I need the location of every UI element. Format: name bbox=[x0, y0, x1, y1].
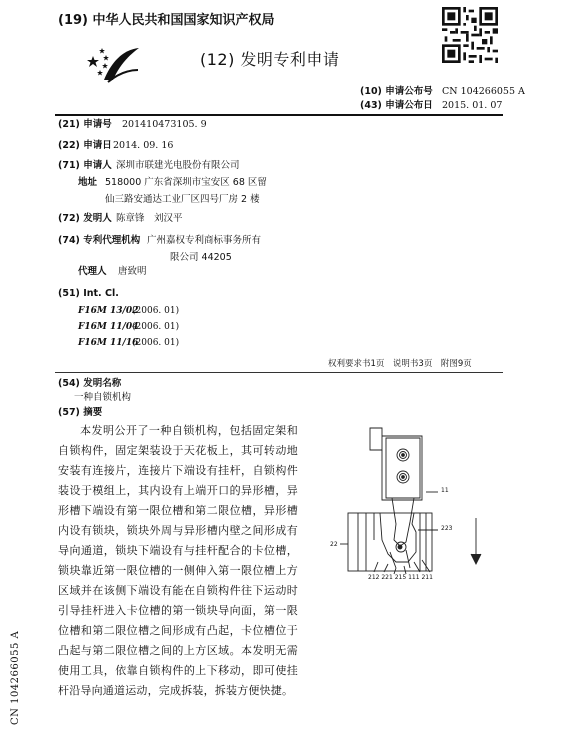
application-number: 201410473105. 9 bbox=[122, 119, 207, 130]
agency-label: (74) 专利代理机构 bbox=[58, 235, 141, 246]
intcl-label: (51) Int. Cl. bbox=[58, 288, 119, 299]
class-version: (2006. 01) bbox=[132, 322, 180, 332]
agency-line2: 限公司 44205 bbox=[170, 252, 232, 263]
document-type: (12) 发明专利申请 bbox=[200, 50, 340, 69]
agency-line1: 广州嘉权专利商标事务所有 bbox=[147, 235, 262, 246]
address-line2: 仙三路安通达工业厂区四号厂房 2 楼 bbox=[105, 194, 260, 205]
address-label: 地址 bbox=[78, 177, 98, 188]
side-publication-code: CN 104266055 A bbox=[10, 630, 21, 725]
applicant: 深圳市联建光电股份有限公司 bbox=[116, 160, 240, 171]
application-date-label: (22) 申请日 bbox=[58, 140, 112, 151]
top-rule bbox=[55, 114, 503, 116]
application-date: 2014. 09. 16 bbox=[113, 140, 174, 151]
agent-label: 代理人 bbox=[78, 266, 107, 277]
invention-title: 一种自锁机构 bbox=[74, 392, 132, 403]
class-version: (2006. 01) bbox=[132, 306, 180, 316]
publication-number-label: (10) 申请公布号 bbox=[360, 86, 433, 97]
class-code: F16M 11/16 bbox=[78, 338, 139, 348]
applicant-label: (71) 申请人 bbox=[58, 160, 112, 171]
abstract-text: 本发明公开了一种自锁机构，包括固定架和自锁构件，固定架装设于天花板上，其可转动地安装有连接片，连接片下端设有挂杆，自锁构件装设于模组上，其内设有上端开口的异形槽，异形槽下端设有第一限位槽和第二限位槽，异形槽内设有锁块，锁块外周与异形槽内壁之间形成有导向通道，锁块下端设有与挂杆配合的卡位槽，锁块靠近第一限位槽的一侧伸入第一限位槽上方区域并在该侧下端设有能在自锁构件往下运动时引导挂杆进入卡位槽的第一锁块导向面，第一限位槽和第二限位槽之间形成有凸起，卡位槽位于凸起与第二限位槽之间的上方区域。本发明无需使用工具，依靠自锁构件的上下移动，即可使挂杆沿导向通道运动，完成拆装，拆装方便快捷。 bbox=[58, 424, 298, 697]
inventor-label: (72) 发明人 bbox=[58, 213, 112, 224]
page-count-info: 权利要求书1页 说明书3页 附图9页 bbox=[328, 359, 472, 369]
agent: 唐致明 bbox=[118, 266, 147, 277]
figure-label-223: 223 bbox=[441, 525, 453, 532]
figure-label-bottom: 212 221 215 111 211 bbox=[368, 574, 433, 581]
abstract-figure bbox=[330, 420, 495, 590]
class-code: F16M 13/02 bbox=[78, 306, 139, 316]
qr-code bbox=[442, 7, 498, 63]
abstract-label: (57) 摘要 bbox=[58, 407, 103, 418]
address-line1: 518000 广东省深圳市宝安区 68 区留 bbox=[105, 177, 267, 188]
publication-date: 2015. 01. 07 bbox=[442, 100, 503, 111]
cnipa-logo bbox=[84, 44, 140, 86]
figure-label-22: 22 bbox=[330, 541, 338, 548]
class-code: F16M 11/04 bbox=[78, 322, 139, 332]
figure-label-11: 11 bbox=[441, 487, 449, 494]
application-number-label: (21) 申请号 bbox=[58, 119, 112, 130]
inventors: 陈章锋 刘汉平 bbox=[116, 213, 183, 224]
publication-date-label: (43) 申请公布日 bbox=[360, 100, 433, 111]
invention-title-label: (54) 发明名称 bbox=[58, 378, 122, 389]
middle-rule bbox=[55, 372, 503, 373]
class-version: (2006. 01) bbox=[132, 338, 180, 348]
office-name: (19) 中华人民共和国国家知识产权局 bbox=[58, 13, 275, 28]
publication-number: CN 104266055 A bbox=[442, 86, 525, 97]
